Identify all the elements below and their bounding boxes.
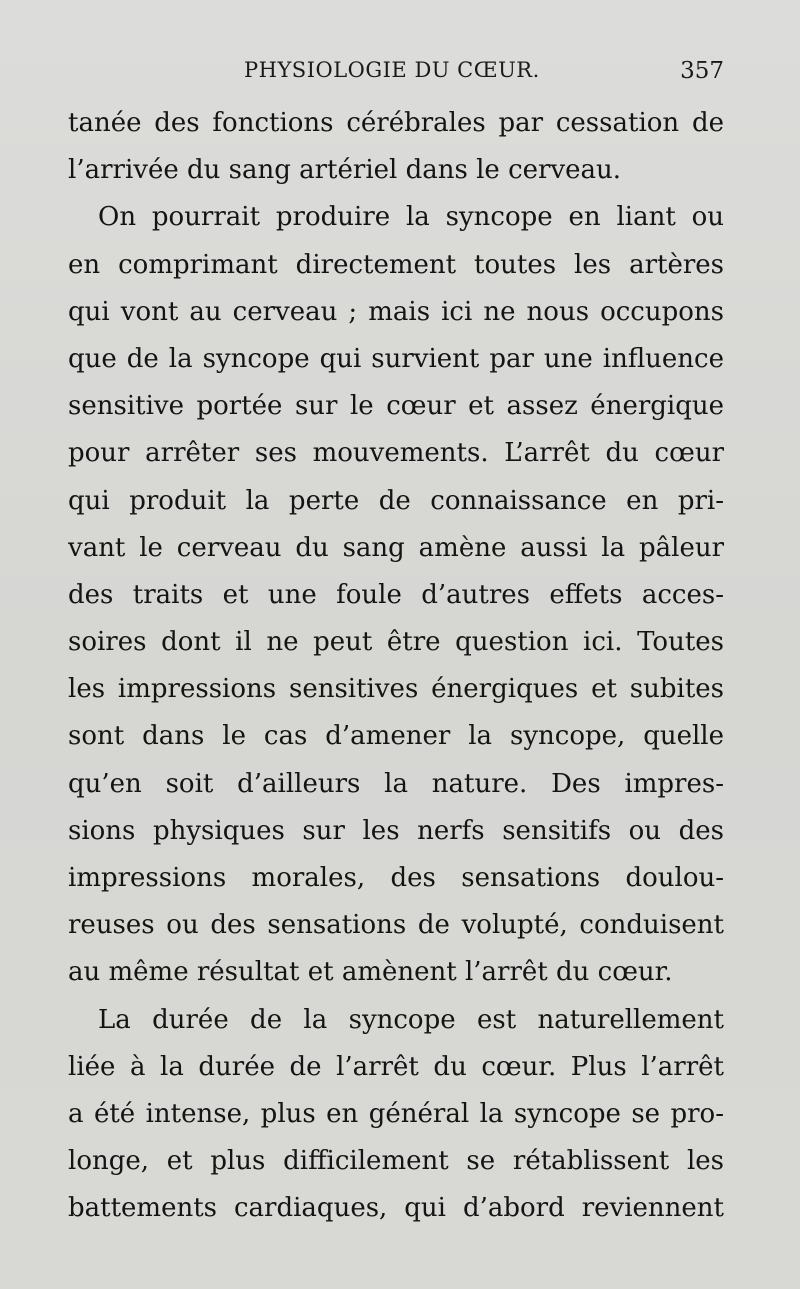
text-line: des traits et une foule d’autres effets acces- [68,579,724,610]
text-line: soires dont il ne peut être question ici. Toutes [68,627,724,658]
text-line: en comprimant directement toutes les artères [68,249,724,280]
text-line: sont dans le cas d’amener la syncope, quelle [68,721,724,752]
text-line: qu’en soit d’ailleurs la nature. Des impres- [68,768,724,799]
text-line: battements cardiaques, qui d’abord reviennent [68,1193,724,1224]
text-line: longe, et plus difficilement se rétablissent les [68,1146,724,1177]
running-head [68,58,724,92]
body-text [68,100,724,1233]
page-number: 357 [680,58,724,84]
text-line: qui vont au cerveau ; mais ici ne nous occupons [68,296,724,327]
text-line: a été intense, plus en général la syncope se pro- [68,1098,724,1129]
text-line: au même résultat et amènent l’arrêt du cœur. [68,957,673,988]
text-line: sions physiques sur les nerfs sensitifs ou des [68,815,724,846]
text-line: qui produit la perte de connaissance en pri- [68,485,724,516]
text-line: l’arrivée du sang artériel dans le cerveau. [68,155,622,186]
text-line: reuses ou des sensations de volupté, conduisent [68,910,724,941]
text-line: impressions morales, des sensations doulou- [68,863,724,893]
text-line: On pourrait produire la syncope en liant ou [98,202,724,233]
text-line: les impressions sensitives énergiques et subites [68,674,724,705]
running-title: PHYSIOLOGIE DU CŒUR. [244,58,540,82]
text-line: tanée des fonctions cérébrales par cessation de [68,108,724,138]
text-line: que de la syncope qui survient par une influence [68,343,724,374]
text-line: pour arrêter ses mouvements. L’arrêt du cœur [68,438,724,469]
text-line: La durée de la syncope est naturellement [98,1004,724,1035]
text-line: vant le cerveau du sang amène aussi la pâleur [68,532,724,563]
text-line: sensitive portée sur le cœur et assez énergique [68,391,724,422]
text-line: liée à la durée de l’arrêt du cœur. Plus l’arrêt [68,1051,724,1082]
